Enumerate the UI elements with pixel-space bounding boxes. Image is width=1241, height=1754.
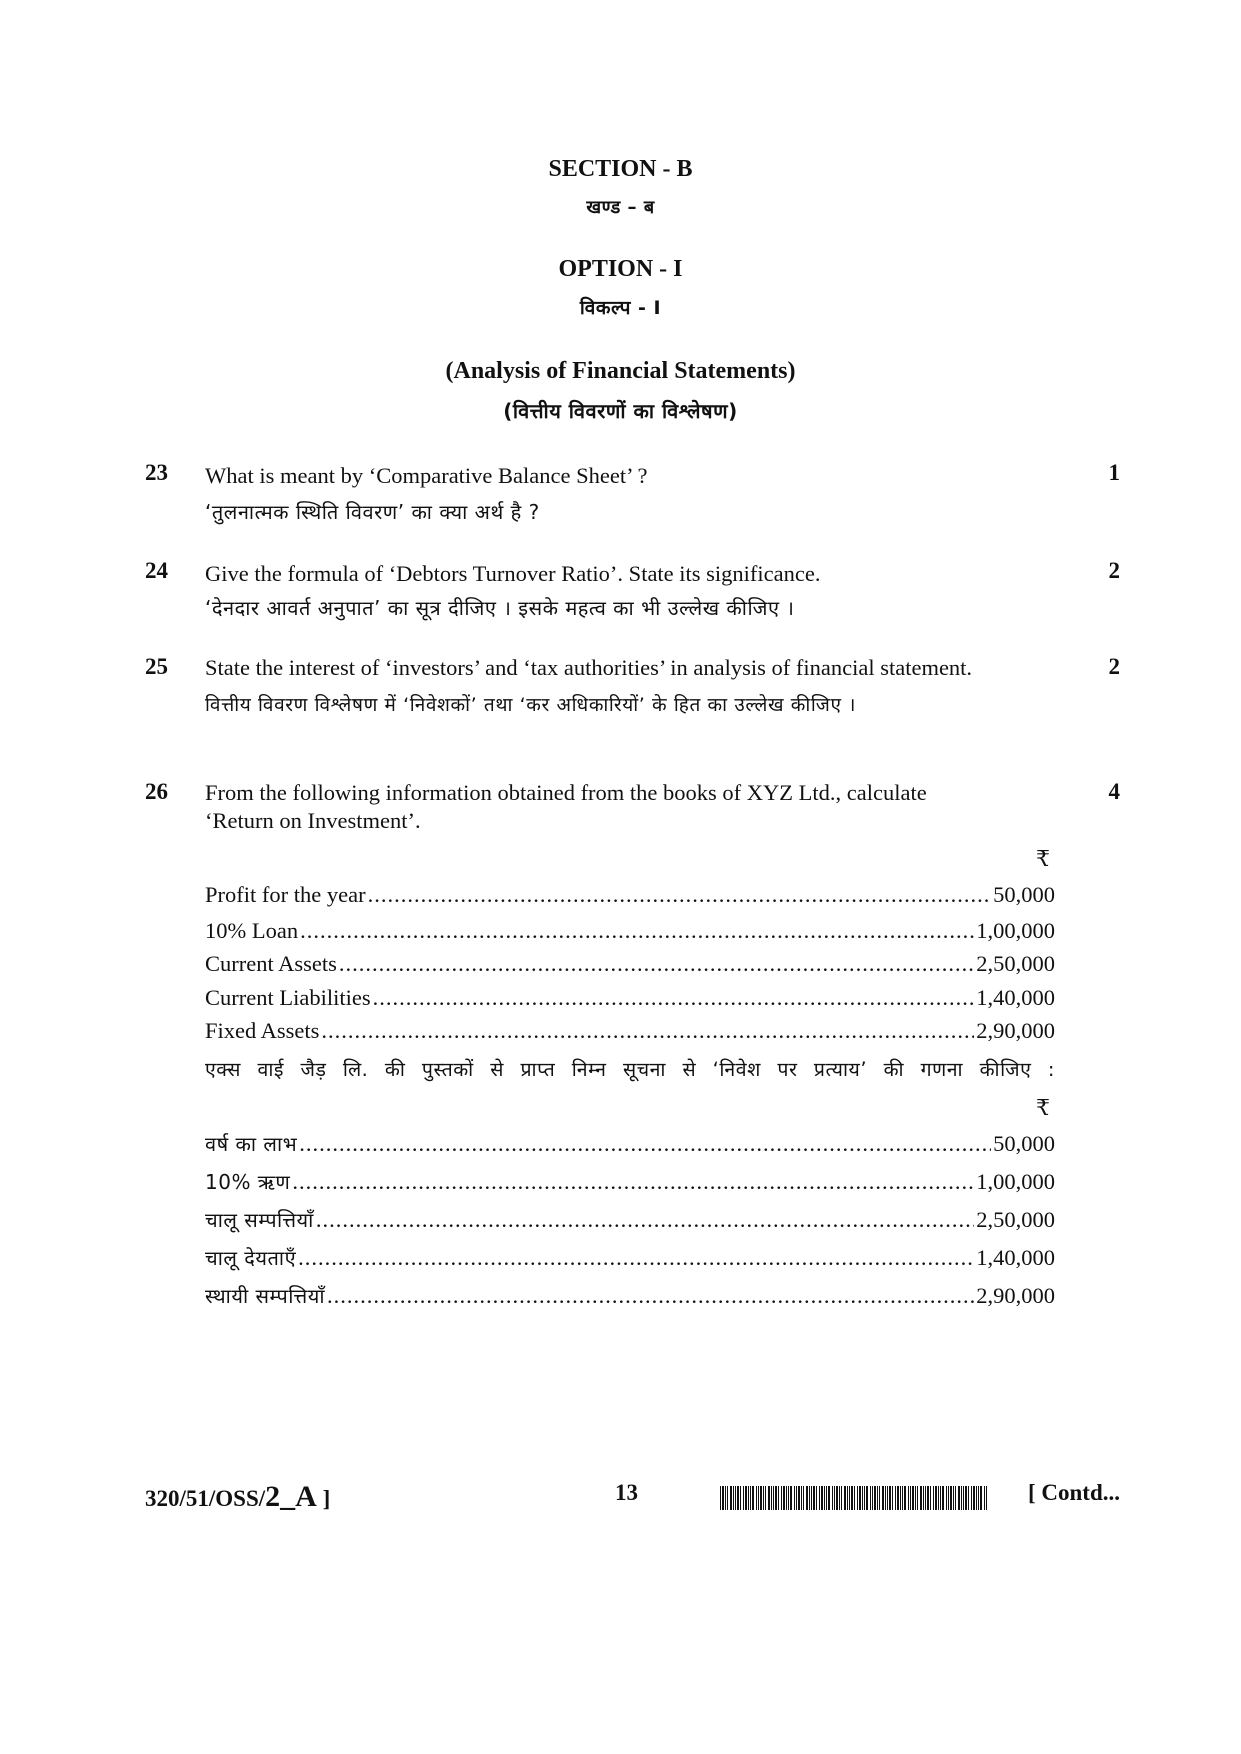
barcode-bar xyxy=(897,1486,899,1510)
barcode-bar xyxy=(968,1486,969,1510)
barcode-bar xyxy=(740,1486,741,1510)
barcode-bar xyxy=(803,1486,804,1510)
barcode-bar xyxy=(887,1486,888,1510)
question-number: 25 xyxy=(145,654,168,679)
barcode-bar xyxy=(948,1486,949,1510)
item-label: चालू देयताएँ xyxy=(205,1246,297,1270)
barcode-bar xyxy=(927,1486,929,1510)
barcode-bar xyxy=(940,1486,941,1510)
barcode-bar xyxy=(900,1486,901,1510)
question-text-hi: वित्तीय विवरण विश्लेषण में ‘निवेशकों’ तथा ‘कर अधिकारियों’ के हित का उल्लेख कीजिए । xyxy=(205,694,857,716)
barcode-bar xyxy=(828,1486,830,1510)
barcode-bar xyxy=(892,1486,893,1510)
barcode-bar xyxy=(923,1486,924,1510)
barcode-bar xyxy=(836,1486,838,1510)
barcode-bar xyxy=(859,1486,861,1510)
barcode-bar xyxy=(824,1486,825,1510)
barcode-bar xyxy=(877,1486,878,1510)
barcode-bar xyxy=(727,1486,728,1510)
barcode-bar xyxy=(826,1486,827,1510)
data-list-hi xyxy=(205,1125,1070,1315)
item-value: 1,40,000 xyxy=(976,985,1055,1010)
barcode-bar xyxy=(874,1486,876,1510)
barcode-bar xyxy=(862,1486,863,1510)
question-text-hi: एक्स वाई जैड़ लि. की पुस्तकों से प्राप्त निम्न सूचना से ‘निवेश पर प्रत्याय’ की गणना कीजिए : xyxy=(205,1058,1055,1081)
barcode-bar xyxy=(743,1486,744,1510)
barcode-bar xyxy=(933,1486,934,1510)
barcode-bar xyxy=(844,1486,846,1510)
option-title: OPTION - I xyxy=(558,256,683,282)
question-text-en: What is meant by ‘Comparative Balance Sheet’ ? xyxy=(205,463,648,488)
paper-code-prefix: 320/51/OSS/ xyxy=(145,1486,266,1511)
barcode-bar xyxy=(735,1486,736,1510)
barcode-bar xyxy=(885,1486,886,1510)
question-marks: 2 xyxy=(1108,654,1120,679)
question-marks: 1 xyxy=(1108,460,1120,485)
barcode-bar xyxy=(788,1486,789,1510)
barcode-bar xyxy=(783,1486,785,1510)
barcode-bar xyxy=(895,1486,896,1510)
barcode-bar xyxy=(915,1486,916,1510)
question-number: 24 xyxy=(145,558,168,583)
barcode-bar xyxy=(832,1486,833,1510)
question-body xyxy=(205,460,1070,529)
question-number: 26 xyxy=(145,779,168,804)
barcode-bar xyxy=(908,1486,909,1510)
barcode-bar xyxy=(811,1486,812,1510)
barcode-bar xyxy=(725,1486,726,1510)
section-title-hindi: खण्ड – ब xyxy=(586,197,655,218)
list-item xyxy=(205,1201,1055,1239)
question-body xyxy=(205,779,1070,1315)
barcode-bar xyxy=(910,1486,911,1510)
barcode-bar xyxy=(986,1486,987,1510)
list-item xyxy=(205,876,1055,914)
question-body xyxy=(205,654,1070,722)
list-item xyxy=(205,947,1055,981)
barcode-bar xyxy=(794,1486,795,1510)
question-text-en: Give the formula of ‘Debtors Turnover Ratio’. State its significance. xyxy=(205,561,821,586)
barcode-bar xyxy=(801,1486,802,1510)
barcode-bar xyxy=(902,1486,903,1510)
list-item xyxy=(205,1163,1055,1201)
item-label: Current Assets xyxy=(205,951,337,976)
barcode-bar xyxy=(720,1486,721,1510)
barcode-bar xyxy=(839,1486,840,1510)
barcode-bar xyxy=(870,1486,871,1510)
barcode-bar xyxy=(958,1486,960,1510)
barcode-bar xyxy=(737,1486,739,1510)
item-label: वर्ष का लाभ xyxy=(205,1132,298,1156)
item-value: 2,50,000 xyxy=(976,1207,1055,1232)
barcode-bar xyxy=(750,1486,751,1510)
barcode-bar xyxy=(781,1486,782,1510)
barcode-bar xyxy=(851,1486,853,1510)
barcode-bar xyxy=(760,1486,762,1510)
barcode-bar xyxy=(935,1486,937,1510)
question-marks: 2 xyxy=(1108,558,1120,583)
question-marks: 4 xyxy=(1108,779,1120,804)
list-item xyxy=(205,1125,1055,1163)
section-title: SECTION - B xyxy=(548,156,693,182)
barcode-bar xyxy=(733,1486,734,1510)
barcode-bar xyxy=(821,1486,823,1510)
barcode-bar xyxy=(950,1486,952,1510)
barcode-bar xyxy=(946,1486,947,1510)
barcode-bar xyxy=(912,1486,914,1510)
barcode-bar xyxy=(971,1486,972,1510)
barcode-bar xyxy=(834,1486,835,1510)
barcode-bar xyxy=(963,1486,964,1510)
barcode-bar xyxy=(938,1486,939,1510)
barcode-bar xyxy=(778,1486,779,1510)
rupee-symbol-hindi: ₹ xyxy=(1036,1095,1050,1120)
barcode-bar xyxy=(920,1486,922,1510)
item-label: 10% ऋण xyxy=(205,1170,291,1194)
barcode-bar xyxy=(953,1486,954,1510)
barcode-bar xyxy=(722,1486,724,1510)
barcode-bar xyxy=(765,1486,766,1510)
barcode-bar xyxy=(889,1486,891,1510)
topic-title: (Analysis of Financial Statements) xyxy=(445,358,796,384)
continued-label: [ Contd... xyxy=(1027,1480,1120,1505)
barcode-bar xyxy=(879,1486,880,1510)
list-item xyxy=(205,981,1055,1014)
barcode-bar xyxy=(748,1486,749,1510)
list-item xyxy=(205,914,1055,947)
barcode-bar xyxy=(925,1486,926,1510)
barcode-bar xyxy=(976,1486,977,1510)
barcode-bar xyxy=(866,1486,868,1510)
item-value: 1,00,000 xyxy=(976,1169,1055,1194)
item-value: 1,00,000 xyxy=(976,918,1055,943)
item-value: 2,90,000 xyxy=(976,1283,1055,1308)
question-text-en: From the following information obtained from the books of XYZ Ltd., calculate ‘Return on Investment’. xyxy=(205,780,927,833)
question-text-en: State the interest of ‘investors’ and ‘tax authorities’ in analysis of financial statement. xyxy=(205,655,973,680)
barcode-bar xyxy=(813,1486,815,1510)
barcode-bar xyxy=(809,1486,810,1510)
barcode-bar xyxy=(854,1486,855,1510)
page-footer xyxy=(145,1480,1120,1520)
barcode-bar xyxy=(806,1486,808,1510)
topic-title-hindi: (वित्तीय विवरणों का विश्लेषण) xyxy=(503,399,738,423)
list-item xyxy=(205,1277,1055,1315)
question-text-hi: ‘तुलनात्मक स्थिति विवरण’ का क्या अर्थ है ? xyxy=(205,500,540,524)
item-label: चालू सम्पत्तियाँ xyxy=(205,1208,314,1232)
item-value: 1,40,000 xyxy=(976,1245,1055,1270)
paper-code xyxy=(145,1480,330,1514)
item-value: 50,000 xyxy=(993,1131,1055,1156)
option-title-hindi: विकल्प - I xyxy=(579,297,662,319)
list-item xyxy=(205,1239,1055,1277)
barcode-bar xyxy=(965,1486,967,1510)
paper-code-set: 2_A xyxy=(265,1480,317,1513)
item-value: 50,000 xyxy=(993,882,1055,907)
barcode-bar xyxy=(864,1486,865,1510)
barcode-bar xyxy=(930,1486,931,1510)
barcode-bar xyxy=(768,1486,770,1510)
item-label: 10% Loan xyxy=(205,918,299,943)
item-value: 2,50,000 xyxy=(976,951,1055,976)
question-number: 23 xyxy=(145,460,168,485)
barcode-bar xyxy=(745,1486,747,1510)
barcode-bar xyxy=(872,1486,873,1510)
paper-code-suffix: ] xyxy=(316,1486,331,1511)
barcode-bar xyxy=(752,1486,754,1510)
barcode-bar xyxy=(857,1486,858,1510)
barcode-bar xyxy=(917,1486,918,1510)
barcode-bar xyxy=(942,1486,944,1510)
barcode-bar xyxy=(775,1486,777,1510)
barcode-bar xyxy=(984,1486,985,1510)
rupee-symbol: ₹ xyxy=(1036,846,1050,871)
barcode-bar xyxy=(798,1486,800,1510)
barcode-bar xyxy=(980,1486,982,1510)
barcode-bar xyxy=(847,1486,848,1510)
barcode-bar xyxy=(973,1486,975,1510)
barcode-bar xyxy=(763,1486,764,1510)
barcode-bar xyxy=(758,1486,759,1510)
barcode-bar xyxy=(819,1486,820,1510)
page-number: 13 xyxy=(615,1480,638,1505)
question-body xyxy=(205,558,1070,625)
barcode-icon xyxy=(720,1486,990,1510)
barcode-bar xyxy=(796,1486,797,1510)
barcode-bar xyxy=(882,1486,884,1510)
barcode-bar xyxy=(841,1486,842,1510)
barcode-bar xyxy=(771,1486,772,1510)
data-list-en xyxy=(205,876,1070,1048)
question-text-hi: ‘देनदार आवर्त अनुपात’ का सूत्र दीजिए । इसके महत्व का भी उल्लेख कीजिए । xyxy=(205,596,795,620)
item-label: Profit for the year xyxy=(205,882,366,907)
item-label: Fixed Assets xyxy=(205,1018,320,1043)
barcode-bar xyxy=(904,1486,906,1510)
barcode-bar xyxy=(978,1486,979,1510)
barcode-bar xyxy=(790,1486,792,1510)
list-item xyxy=(205,1014,1055,1048)
item-value: 2,90,000 xyxy=(976,1018,1055,1043)
barcode-bar xyxy=(955,1486,956,1510)
barcode-bar xyxy=(730,1486,732,1510)
item-label: स्थायी सम्पत्तियाँ xyxy=(205,1284,326,1308)
barcode-bar xyxy=(786,1486,787,1510)
barcode-bar xyxy=(773,1486,774,1510)
barcode-bar xyxy=(849,1486,850,1510)
item-label: Current Liabilities xyxy=(205,985,371,1010)
barcode-bar xyxy=(816,1486,817,1510)
barcode-bar xyxy=(961,1486,962,1510)
barcode-bar xyxy=(756,1486,757,1510)
